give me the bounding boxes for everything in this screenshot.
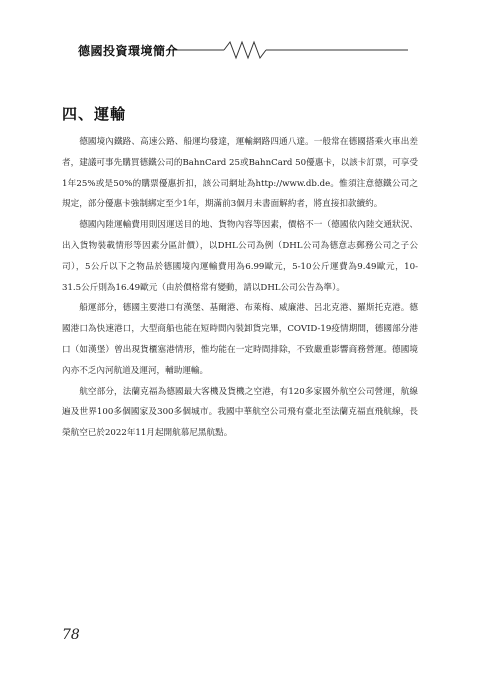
body-text	[62, 132, 418, 444]
section-heading: 四、運輸	[62, 105, 127, 123]
paragraph-aviation: 航空部分，法蘭克福為德國最大客機及貨機之空港，有120多家國外航空公司營運，航線遍及世界100多個國家及300多個城市。我國中華航空公司飛有臺北至法蘭克福直飛航線，長榮航空已於2022年11月起開航慕尼黑航點。	[62, 386, 418, 439]
page-number: 78	[62, 627, 80, 643]
paragraph-rail: 德國境內鐵路、高速公路、船運均發達，運輸網路四通八達。一般常在德國搭乘火車出差者，建議可事先購買德鐵公司的BahnCard 25或BahnCard 50優惠卡，以該卡訂票，可享受1年25%或是50%的購票優惠折扣，該公司網址為http://www.db.de。惟須注意德鐵公司之規定，部分優惠卡強制綁定至少1年，期滿前3個月未書面解約者，將直接扣款續約。	[62, 137, 418, 210]
header-title: 德國投資環境簡介	[78, 44, 179, 58]
paragraph-shipping: 船運部分，德國主要港口有漢堡、基爾港、布萊梅、威廉港、呂北克港、羅斯托克港。德國港口為快速港口，大型商船也能在短時間內裝卸貨完畢，COVID-19疫情期間，德國部分港口（如漢堡）曾出現貨櫃塞港情形，惟均能在一定時間排除，不致嚴重影響商務營運。德國境內亦不乏內河航道及運河，輔助運輸。	[62, 303, 418, 376]
running-header	[78, 38, 408, 62]
paragraph-inland-freight: 德國內陸運輸費用則因運送目的地、貨物內容等因素，價格不一（德國依內陸交通狀況、出入貨物裝載情形等因素分區計價），以DHL公司為例（DHL公司為德意志郵務公司之子公司），5公斤以下之物品於德國境內運輸費用為6.99歐元，5-10公斤運費為9.49歐元，10-31.5公斤則為16.49歐元（由於價格常有變動，請以DHL公司公告為準）。	[62, 220, 418, 293]
